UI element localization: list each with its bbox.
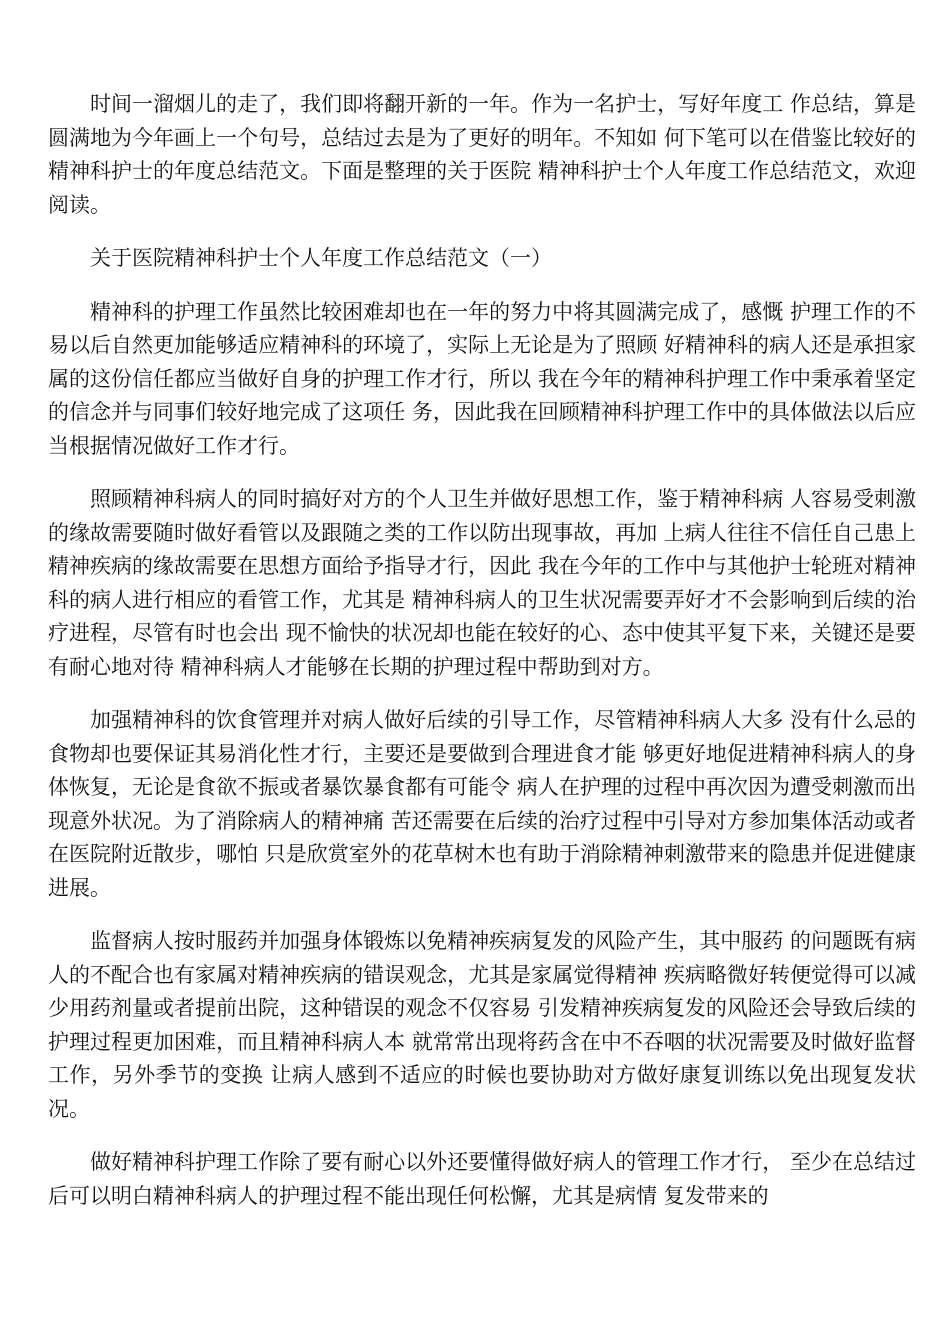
body-paragraph-2: 照顾精神科病人的同时搞好对方的个人卫生并做好思想工作，鉴于精神科病 人容易受刺激的缘故需要随时做好看管以及跟随之类的工作以防出现事故，再加 上病人往往不信任自己患上精神疾病的缘故需要在思想方面给予指导才行，因此 我在今年的工作中与其他护士轮班对精神科的病人进行相应的看管工作，尤其是 精神科病人的卫生状况需要弄好才不会影响到后续的治疗进程，尽管有时也会出 现不愉快的状况却也能在较好的心、态中使其平复下来，关键还是要有耐心地对待 精神科病人才能够在长期的护理过程中帮助到对方。	[48, 487, 916, 679]
body-paragraph-5: 做好精神科护理工作除了要有耐心以外还要懂得做好病人的管理工作才行， 至少在总结过后可以明白精神科病人的护理过程不能出现任何松懈，尤其是病情 复发带来的	[48, 1150, 916, 1208]
intro-paragraph: 时间一溜烟儿的走了，我们即将翻开新的一年。作为一名护士，写好年度工 作总结，算是圆满地为今年画上一个句号，总结过去是为了更好的明年。不知如 何下笔可以在借鉴比较好的精神科护士的年度总结范文。下面是整理的关于医院 精神科护士个人年度工作总结范文，欢迎阅读。	[48, 92, 916, 217]
body-paragraph-1: 精神科的护理工作虽然比较困难却也在一年的努力中将其圆满完成了，感慨 护理工作的不易以后自然更加能够适应精神科的环境了，实际上无论是为了照顾 好精神科的病人还是承担家属的这份信任都应当做好自身的护理工作才行，所以 我在今年的精神科护理工作中秉承着坚定的信念并与同事们较好地完成了这项任 务，因此我在回顾精神科护理工作中的具体做法以后应当根据情况做好工作才行。	[48, 299, 916, 458]
body-paragraph-4: 监督病人按时服药并加强身体锻炼以免精神疾病复发的风险产生，其中服药 的问题既有病人的不配合也有家属对精神疾病的错误观念，尤其是家属觉得精神 疾病略微好转便觉得可以减少用药剂量或者提前出院，这种错误的观念不仅容易 引发精神疾病复发的风险还会导致后续的护理过程更加困难，而且精神科病人本 就常常出现将药含在中不吞咽的状况需要及时做好监督工作，另外季节的变换 让病人感到不适应的时候也要协助对方做好康复训练以免出现复发状况。	[48, 929, 916, 1121]
body-paragraph-3: 加强精神科的饮食管理并对病人做好后续的引导工作，尽管精神科病人大多 没有什么忌的食物却也要保证其易消化性才行，主要还是要做到合理进食才能 够更好地促进精神科病人的身体恢复，无论是食欲不振或者暴饮暴食都有可能令 病人在护理的过程中再次因为遭受刺激而出现意外状况。为了消除病人的精神痛 苦还需要在后续的治疗过程中引导对方参加集体活动或者在医院附近散步，哪怕 只是欣赏室外的花草树木也有助于消除精神刺激带来的隐患并促进健康进展。	[48, 708, 916, 900]
section-title: 关于医院精神科护士个人年度工作总结范文（一）	[90, 246, 552, 270]
document-page	[48, 88, 916, 1233]
